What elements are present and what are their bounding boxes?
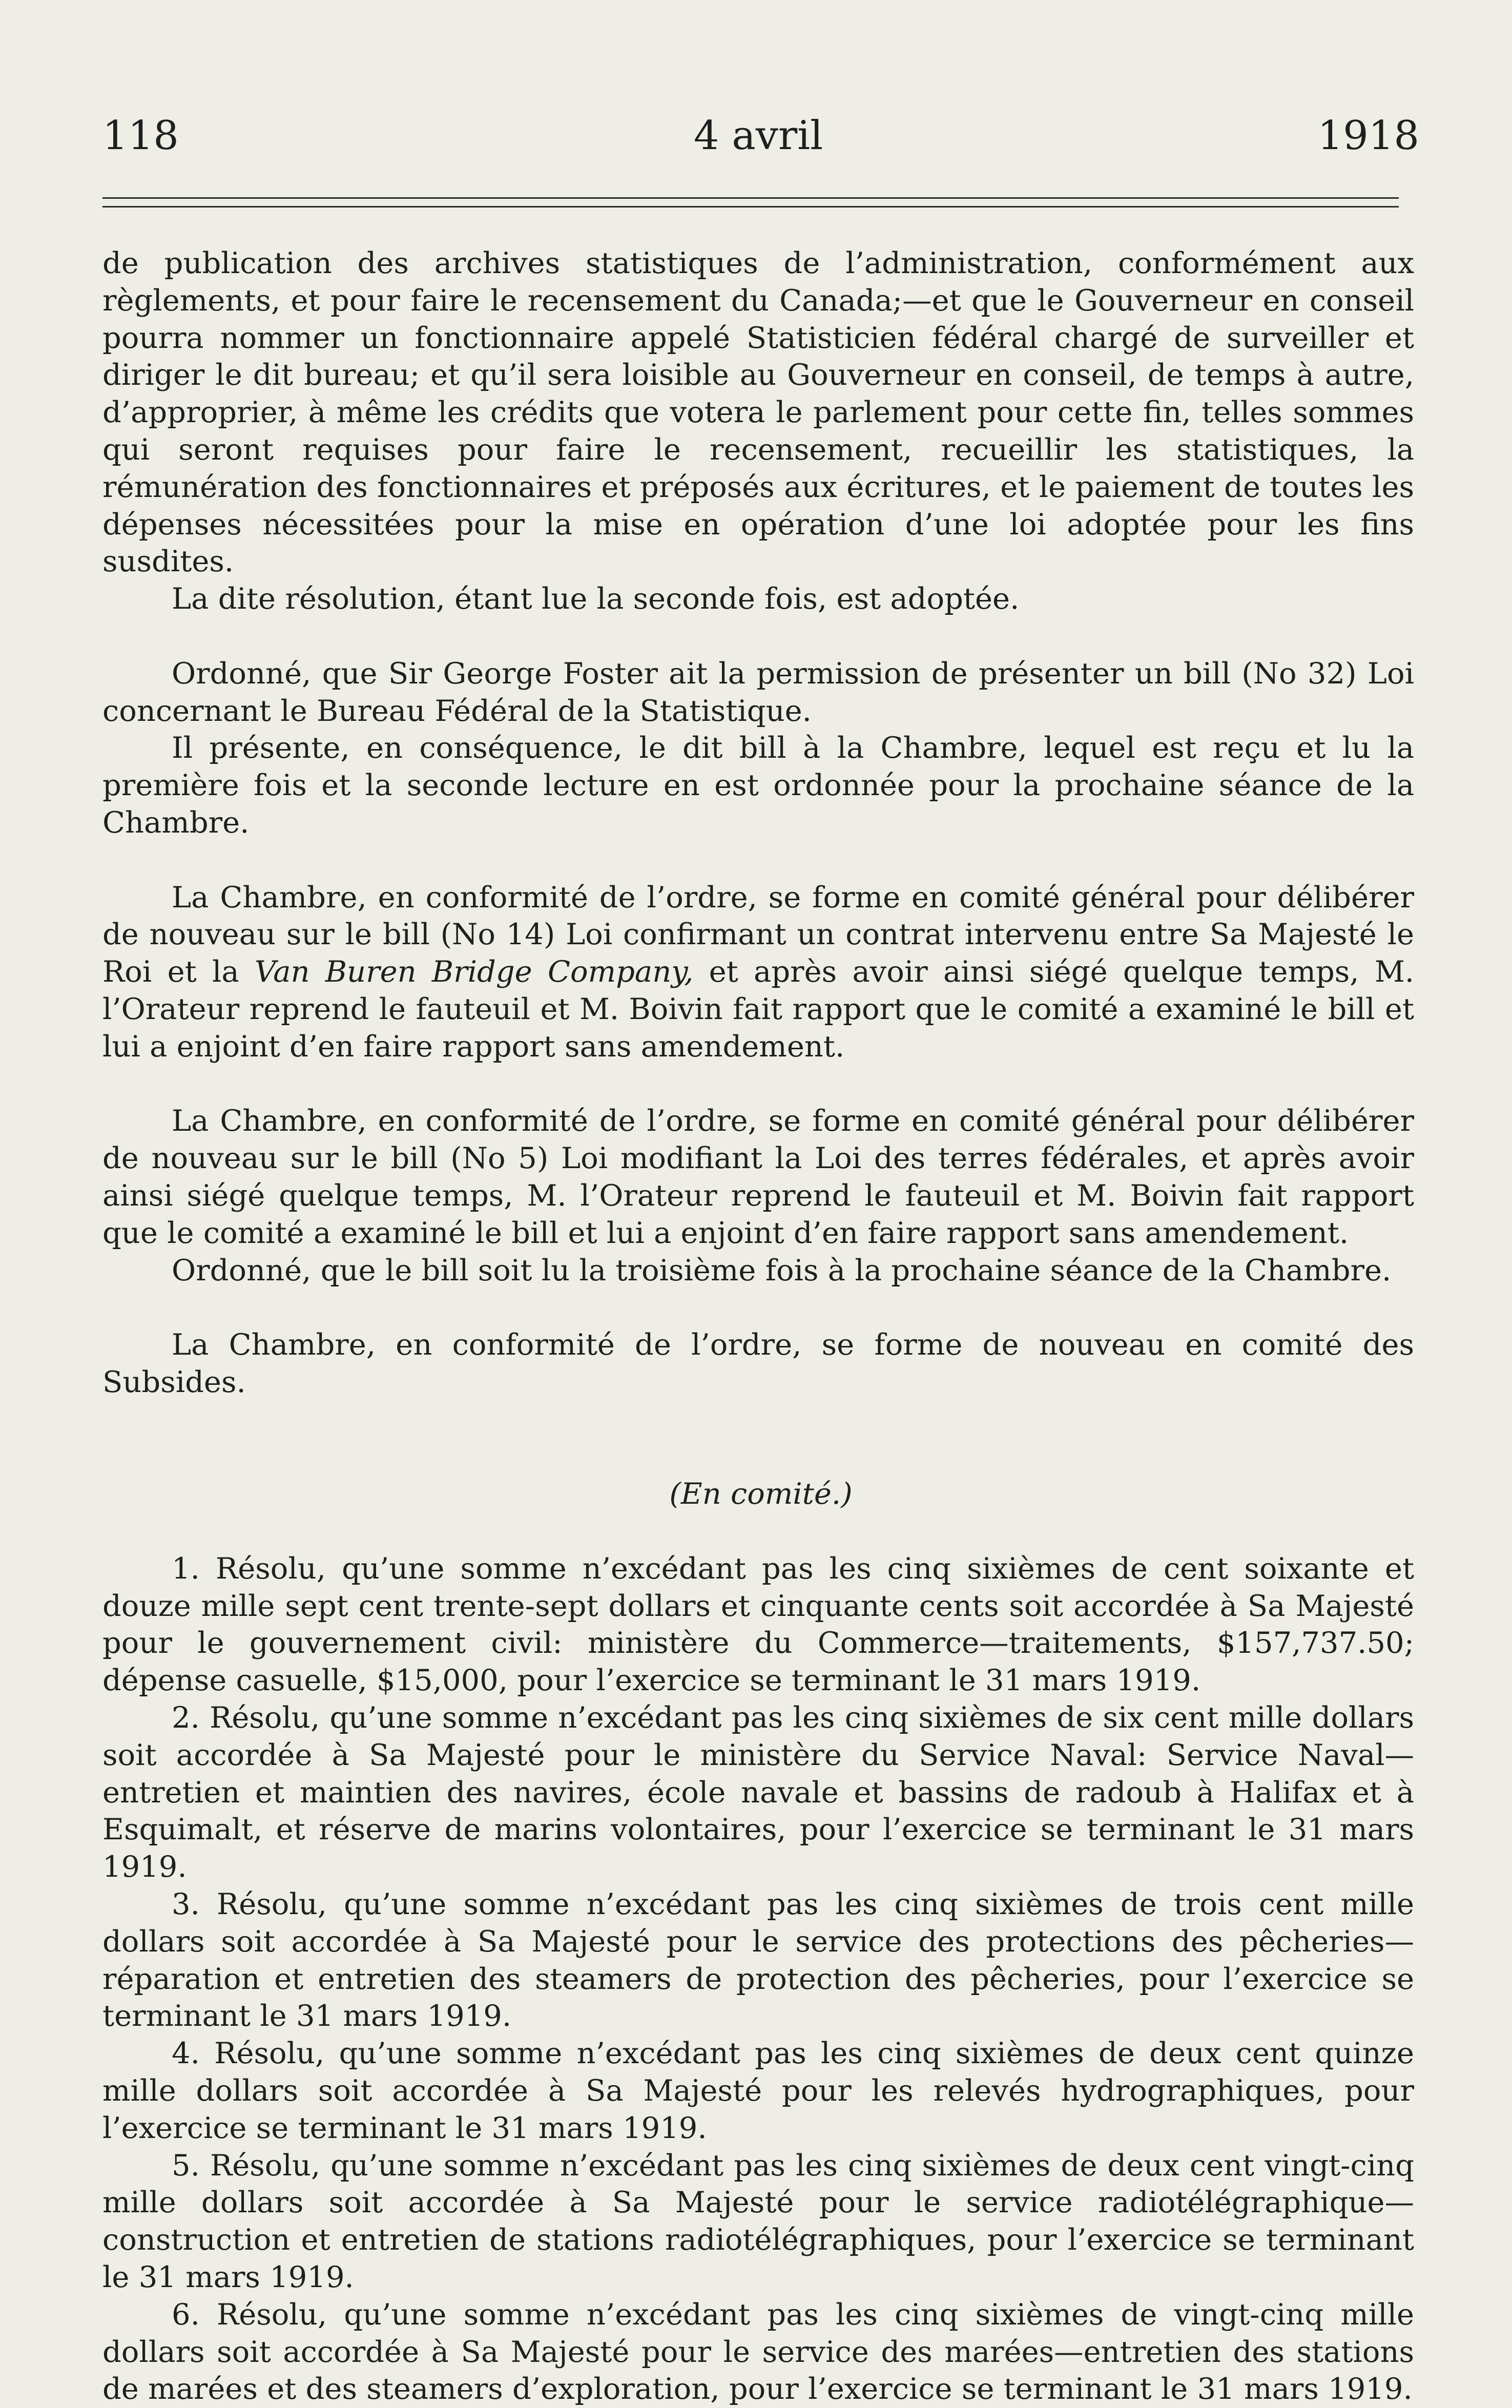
resolution-6: 6. Résolu, qu’une somme n’excédant pas les cinq sixièmes de vingt-cinq mille dollars soit accordée à Sa Majesté pour le service des marées—entretien des stations de marées et des steamers d’exploration, pour l’exercice se terminant le 31 mars 1919. [102,2297,1414,2406]
resolution-4: 4. Résolu, qu’une somme n’excédant pas les cinq sixièmes de deux cent quinze mille dollars soit accordée à Sa Majesté pour les relevés hydrographiques, pour l’exercice se terminant le 31 mars 1919. [102,2036,1414,2145]
paragraph-bill-5: La Chambre, en conformité de l’ordre, se forme en comité général pour délibérer de nouveau sur le bill (No 5) Loi modifiant la Loi des terres fédérales, et après avoir ainsi siégé quelque temps, M. l’Orateur reprend le fauteuil et M. Boivin fait rapport que le comité a examiné le bill et lui a enjoint d’en faire rapport sans amendement. [102,1104,1414,1250]
paragraph-bill-14 [102,879,1414,1066]
company-name: Van Buren Bridge Company, [254,954,694,989]
page-number: 118 [102,113,179,159]
paragraph-third-reading: Ordonné, que le bill soit lu la troisième fois à la prochaine séance de la Chambre. [172,1253,1392,1288]
bill-14-text-a: La Chambre, en conformité de l’ordre, se forme en comité général pour délibérer de nouveau sur le bill (No 14) Loi confirmant un contrat intervenu entre Sa Majesté le Roi et la [102,880,1414,989]
page-year: 1918 [1317,113,1419,159]
paragraph-bill-32-order: Ordonné, que Sir George Foster ait la permission de présenter un bill (No 32) Loi concernant le Bureau Fédéral de la Statistique. [102,656,1414,728]
paragraph-committee-of-supply: La Chambre, en conformité de l’ordre, se forme de nouveau en comité des Subsides. [102,1327,1414,1399]
committee-heading: (En comité.) [669,1477,853,1511]
resolution-1: 1. Résolu, qu’une somme n’excédant pas les cinq sixièmes de cent soixante et douze mille sept cent trente-sept dollars et cinquante cents soit accordée à Sa Majesté pour le gouvernement civil: ministère du Commerce—traitements, $157,737.50; dépense casuelle, $15,000, pour l’exercice se terminant le 31 mars 1919. [102,1551,1414,1698]
document-body [102,245,1414,2408]
page-header [102,108,1419,164]
paragraph-continuation: de publication des archives statistiques de l’administration, conformément aux règlements, et pour faire le recensement du Canada;—et que le Gouverneur en conseil pourra nommer un fonctionnaire appelé Statisticien fédéral chargé de surveiller et diriger le dit bureau; et qu’il sera loisible au Gouverneur en conseil, de temps à autre, d’approprier, à même les crédits que votera le parlement pour cette fin, telles sommes qui seront requises pour faire le recensement, recueillir les statistiques, la rémunération des fonctionnaires et préposés aux écritures, et le paiement de toutes les dépenses nécessitées pour la mise en opération d’une loi adoptée pour les fins susdites. [102,246,1414,579]
paragraph-bill-32-presented: Il présente, en conséquence, le dit bill à la Chambre, lequel est reçu et lu la première fois et la seconde lecture en est ordonnée pour la prochaine séance de la Chambre. [102,731,1414,840]
paragraph-resolution-adopted: La dite résolution, étant lue la seconde fois, est adoptée. [172,582,1020,616]
page-date: 4 avril [693,113,823,159]
resolution-5: 5. Résolu, qu’une somme n’excédant pas les cinq sixièmes de deux cent vingt-cinq mille dollars soit accordée à Sa Majesté pour le service radiotélégraphique—construction et entretien de stations radiotélégraphiques, pour l’exercice se terminant le 31 mars 1919. [102,2148,1414,2295]
header-divider [102,197,1399,207]
resolution-3: 3. Résolu, qu’une somme n’excédant pas les cinq sixièmes de trois cent mille dollars soit accordée à Sa Majesté pour le service des protections des pêcheries—réparation et entretien des steamers de protection des pêcheries, pour l’exercice se terminant le 31 mars 1919. [102,1887,1414,2033]
document-page [102,108,1419,2406]
resolution-2: 2. Résolu, qu’une somme n’excédant pas les cinq sixièmes de six cent mille dollars soit accordée à Sa Majesté pour le ministère du Service Naval: Service Naval—entretien et maintien des navires, école navale et bassins de radoub à Halifax et à Esquimalt, et réserve de marins volontaires, pour l’exercice se terminant le 31 mars 1919. [102,1700,1414,1884]
bill-14-text-b: et après avoir ainsi siégé quelque temps, M. l’Orateur reprend le fauteuil et M. Boivin fait rapport que le comité a examiné le bill et lui a enjoint d’en faire rapport sans amendement. [102,954,1415,1064]
